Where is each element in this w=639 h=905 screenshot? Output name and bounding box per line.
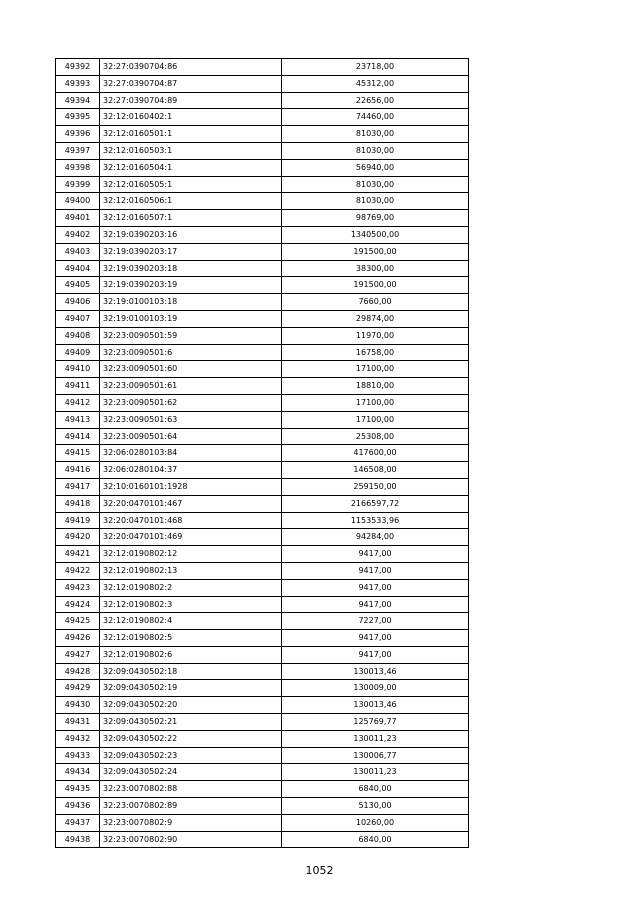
cadastral-number-cell: 32:19:0390203:16 (100, 226, 282, 243)
table-row (56, 814, 469, 831)
cadastral-number-cell: 32:23:0070802:90 (100, 831, 282, 848)
value-cell: 11970,00 (282, 327, 469, 344)
row-number-cell: 49427 (56, 646, 100, 663)
cadastral-number-cell: 32:20:0470101:467 (100, 495, 282, 512)
value-cell: 56940,00 (282, 159, 469, 176)
row-number-cell: 49394 (56, 92, 100, 109)
row-number-cell: 49417 (56, 478, 100, 495)
table-row (56, 294, 469, 311)
cadastral-number-cell: 32:23:0090501:59 (100, 327, 282, 344)
value-cell: 146508,00 (282, 462, 469, 479)
value-cell: 130013,46 (282, 663, 469, 680)
table-row (56, 579, 469, 596)
table-row (56, 697, 469, 714)
table-row (56, 75, 469, 92)
cadastral-number-cell: 32:12:0160503:1 (100, 142, 282, 159)
cadastral-number-cell: 32:19:0390203:18 (100, 260, 282, 277)
value-cell: 81030,00 (282, 142, 469, 159)
row-number-cell: 49399 (56, 176, 100, 193)
row-number-cell: 49429 (56, 680, 100, 697)
cadastral-number-cell: 32:27:0390704:86 (100, 59, 282, 76)
table-row (56, 142, 469, 159)
value-cell: 38300,00 (282, 260, 469, 277)
cadastral-number-cell: 32:19:0100103:18 (100, 294, 282, 311)
cadastral-number-cell: 32:09:0430502:24 (100, 764, 282, 781)
value-cell: 130013,46 (282, 697, 469, 714)
value-cell: 191500,00 (282, 277, 469, 294)
cadastral-number-cell: 32:06:0280104:37 (100, 462, 282, 479)
row-number-cell: 49438 (56, 831, 100, 848)
value-cell: 6840,00 (282, 831, 469, 848)
table-row (56, 462, 469, 479)
cadastral-number-cell: 32:19:0100103:19 (100, 310, 282, 327)
value-cell: 29874,00 (282, 310, 469, 327)
cadastral-number-cell: 32:12:0190802:13 (100, 562, 282, 579)
value-cell: 17100,00 (282, 361, 469, 378)
table-row (56, 411, 469, 428)
row-number-cell: 49434 (56, 764, 100, 781)
table-row (56, 243, 469, 260)
row-number-cell: 49424 (56, 596, 100, 613)
cadastral-number-cell: 32:12:0190802:2 (100, 579, 282, 596)
table-row (56, 378, 469, 395)
cadastral-number-cell: 32:23:0070802:89 (100, 798, 282, 815)
cadastral-number-cell: 32:23:0070802:88 (100, 781, 282, 798)
table-row (56, 831, 469, 848)
value-cell: 23718,00 (282, 59, 469, 76)
cadastral-number-cell: 32:09:0430502:22 (100, 730, 282, 747)
row-number-cell: 49392 (56, 59, 100, 76)
row-number-cell: 49435 (56, 781, 100, 798)
cadastral-number-cell: 32:12:0190802:5 (100, 630, 282, 647)
value-cell: 7227,00 (282, 613, 469, 630)
value-cell: 130011,23 (282, 764, 469, 781)
cadastral-number-cell: 32:06:0280103:84 (100, 445, 282, 462)
value-cell: 17100,00 (282, 411, 469, 428)
row-number-cell: 49400 (56, 193, 100, 210)
row-number-cell: 49407 (56, 310, 100, 327)
table-row (56, 344, 469, 361)
value-cell: 17100,00 (282, 394, 469, 411)
table-row (56, 226, 469, 243)
cadastral-number-cell: 32:12:0190802:3 (100, 596, 282, 613)
table-row (56, 546, 469, 563)
table-row (56, 478, 469, 495)
row-number-cell: 49423 (56, 579, 100, 596)
row-number-cell: 49419 (56, 512, 100, 529)
value-cell: 9417,00 (282, 562, 469, 579)
table-body (56, 59, 469, 848)
value-cell: 25308,00 (282, 428, 469, 445)
cadastral-number-cell: 32:27:0390704:87 (100, 75, 282, 92)
table-row (56, 445, 469, 462)
value-cell: 1340500,00 (282, 226, 469, 243)
table-row (56, 176, 469, 193)
table-row (56, 428, 469, 445)
table-row (56, 310, 469, 327)
cadastral-number-cell: 32:23:0090501:63 (100, 411, 282, 428)
row-number-cell: 49409 (56, 344, 100, 361)
value-cell: 125769,77 (282, 714, 469, 731)
cadastral-number-cell: 32:23:0090501:64 (100, 428, 282, 445)
row-number-cell: 49432 (56, 730, 100, 747)
value-cell: 9417,00 (282, 646, 469, 663)
table-row (56, 109, 469, 126)
table-row (56, 613, 469, 630)
table-row (56, 529, 469, 546)
value-cell: 6840,00 (282, 781, 469, 798)
value-cell: 81030,00 (282, 126, 469, 143)
row-number-cell: 49413 (56, 411, 100, 428)
row-number-cell: 49404 (56, 260, 100, 277)
cadastral-number-cell: 32:20:0470101:468 (100, 512, 282, 529)
cadastral-number-cell: 32:19:0390203:19 (100, 277, 282, 294)
cadastral-number-cell: 32:09:0430502:21 (100, 714, 282, 731)
cadastral-number-cell: 32:23:0090501:60 (100, 361, 282, 378)
row-number-cell: 49418 (56, 495, 100, 512)
cadastral-number-cell: 32:09:0430502:18 (100, 663, 282, 680)
row-number-cell: 49426 (56, 630, 100, 647)
cadastral-number-cell: 32:09:0430502:23 (100, 747, 282, 764)
table-row (56, 59, 469, 76)
value-cell: 18810,00 (282, 378, 469, 395)
value-cell: 45312,00 (282, 75, 469, 92)
value-cell: 5130,00 (282, 798, 469, 815)
row-number-cell: 49436 (56, 798, 100, 815)
table-row (56, 327, 469, 344)
row-number-cell: 49428 (56, 663, 100, 680)
cadastral-number-cell: 32:12:0160504:1 (100, 159, 282, 176)
table-row (56, 562, 469, 579)
cadastral-number-cell: 32:23:0090501:61 (100, 378, 282, 395)
value-cell: 81030,00 (282, 193, 469, 210)
row-number-cell: 49403 (56, 243, 100, 260)
row-number-cell: 49410 (56, 361, 100, 378)
row-number-cell: 49412 (56, 394, 100, 411)
table-row (56, 730, 469, 747)
row-number-cell: 49405 (56, 277, 100, 294)
row-number-cell: 49422 (56, 562, 100, 579)
table-row (56, 512, 469, 529)
value-cell: 94284,00 (282, 529, 469, 546)
table-row (56, 630, 469, 647)
table-row (56, 277, 469, 294)
table-row (56, 764, 469, 781)
table-row (56, 260, 469, 277)
cadastral-number-cell: 32:19:0390203:17 (100, 243, 282, 260)
value-cell: 1153533,96 (282, 512, 469, 529)
row-number-cell: 49402 (56, 226, 100, 243)
row-number-cell: 49437 (56, 814, 100, 831)
value-cell: 74460,00 (282, 109, 469, 126)
page-number: 1052 (305, 864, 334, 877)
cadastral-number-cell: 32:27:0390704:89 (100, 92, 282, 109)
table-row (56, 495, 469, 512)
table-row (56, 92, 469, 109)
table-row (56, 646, 469, 663)
cadastral-number-cell: 32:23:0090501:6 (100, 344, 282, 361)
cadastral-number-cell: 32:09:0430502:20 (100, 697, 282, 714)
value-cell: 9417,00 (282, 579, 469, 596)
value-cell: 16758,00 (282, 344, 469, 361)
value-cell: 2166597,72 (282, 495, 469, 512)
row-number-cell: 49397 (56, 142, 100, 159)
value-cell: 9417,00 (282, 630, 469, 647)
cadastral-number-cell: 32:23:0070802:9 (100, 814, 282, 831)
data-table (55, 58, 469, 848)
cadastral-number-cell: 32:23:0090501:62 (100, 394, 282, 411)
row-number-cell: 49411 (56, 378, 100, 395)
value-cell: 9417,00 (282, 546, 469, 563)
cadastral-number-cell: 32:09:0430502:19 (100, 680, 282, 697)
value-cell: 22656,00 (282, 92, 469, 109)
row-number-cell: 49415 (56, 445, 100, 462)
table-row (56, 680, 469, 697)
table-row (56, 159, 469, 176)
table-row (56, 781, 469, 798)
table-row (56, 714, 469, 731)
value-cell: 81030,00 (282, 176, 469, 193)
row-number-cell: 49398 (56, 159, 100, 176)
cadastral-number-cell: 32:20:0470101:469 (100, 529, 282, 546)
row-number-cell: 49395 (56, 109, 100, 126)
row-number-cell: 49396 (56, 126, 100, 143)
row-number-cell: 49433 (56, 747, 100, 764)
table-row (56, 798, 469, 815)
row-number-cell: 49393 (56, 75, 100, 92)
cadastral-number-cell: 32:10:0160101:1928 (100, 478, 282, 495)
value-cell: 98769,00 (282, 210, 469, 227)
table-row (56, 126, 469, 143)
value-cell: 191500,00 (282, 243, 469, 260)
table-row (56, 210, 469, 227)
cadastral-number-cell: 32:12:0160501:1 (100, 126, 282, 143)
row-number-cell: 49408 (56, 327, 100, 344)
cadastral-number-cell: 32:12:0160507:1 (100, 210, 282, 227)
value-cell: 130011,23 (282, 730, 469, 747)
cadastral-number-cell: 32:12:0160506:1 (100, 193, 282, 210)
value-cell: 7660,00 (282, 294, 469, 311)
table-row (56, 193, 469, 210)
value-cell: 130006,77 (282, 747, 469, 764)
cadastral-number-cell: 32:12:0160402:1 (100, 109, 282, 126)
row-number-cell: 49425 (56, 613, 100, 630)
value-cell: 10260,00 (282, 814, 469, 831)
table-row (56, 747, 469, 764)
row-number-cell: 49421 (56, 546, 100, 563)
table-row (56, 394, 469, 411)
value-cell: 259150,00 (282, 478, 469, 495)
row-number-cell: 49416 (56, 462, 100, 479)
value-cell: 9417,00 (282, 596, 469, 613)
value-cell: 130009,00 (282, 680, 469, 697)
cadastral-number-cell: 32:12:0190802:4 (100, 613, 282, 630)
table-row (56, 596, 469, 613)
cadastral-number-cell: 32:12:0190802:12 (100, 546, 282, 563)
row-number-cell: 49420 (56, 529, 100, 546)
value-cell: 417600,00 (282, 445, 469, 462)
table-row (56, 361, 469, 378)
table-row (56, 663, 469, 680)
row-number-cell: 49431 (56, 714, 100, 731)
cadastral-number-cell: 32:12:0190802:6 (100, 646, 282, 663)
row-number-cell: 49406 (56, 294, 100, 311)
row-number-cell: 49401 (56, 210, 100, 227)
row-number-cell: 49414 (56, 428, 100, 445)
row-number-cell: 49430 (56, 697, 100, 714)
cadastral-number-cell: 32:12:0160505:1 (100, 176, 282, 193)
